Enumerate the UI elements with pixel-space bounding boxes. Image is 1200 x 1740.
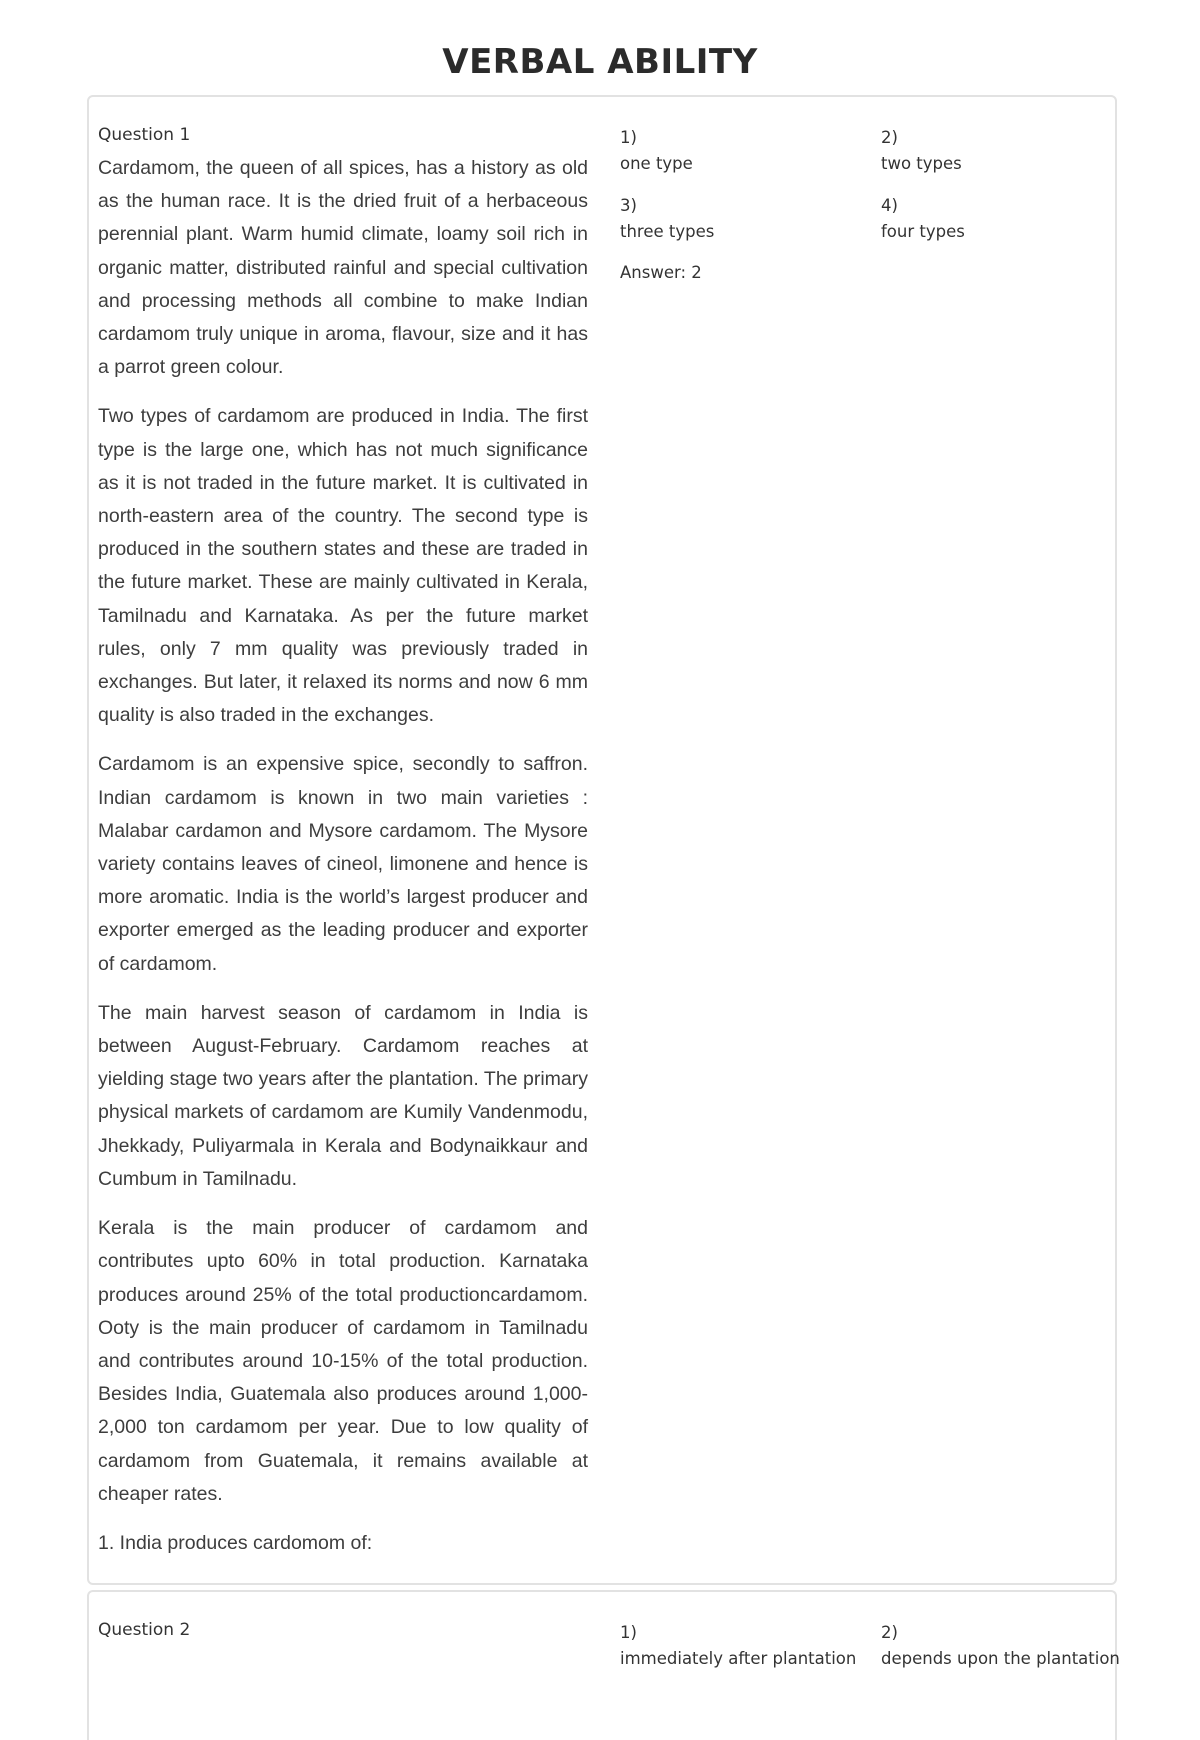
option-2 <box>881 125 962 177</box>
option-number: 2) <box>881 128 898 147</box>
option-4 <box>881 193 965 245</box>
passage-paragraph: The main harvest season of cardamom in India is between August-February. Cardamom reaches at yielding stage two years after the plantation. The primary physical markets of cardamom are Kumily Vandenmodu, Jhekkady, Puliyarmala in Kerala and Bodynaikkaur and Cumbum in Tamilnadu. <box>98 1001 588 1190</box>
option-number: 2) <box>881 1623 898 1642</box>
option-3 <box>620 193 714 245</box>
option-text: one type <box>620 154 693 173</box>
option-text: depends upon the plantation <box>881 1649 1120 1668</box>
option-1 <box>620 125 693 177</box>
question-text: 1. India produces cardomom of: <box>98 1531 373 1554</box>
option-number: 4) <box>881 196 898 215</box>
option-2 <box>881 1620 1120 1672</box>
option-number: 3) <box>620 196 637 215</box>
option-number: 1) <box>620 128 637 147</box>
passage <box>98 152 588 1576</box>
page-title: VERBAL ABILITY <box>442 42 758 82</box>
option-number: 1) <box>620 1623 637 1642</box>
option-text: two types <box>881 154 962 173</box>
question-label: Question 2 <box>98 1620 191 1640</box>
passage-paragraph: Two types of cardamom are produced in India. The first type is the large one, which has not much significance as it is not traded in the future market. It is cultivated in north-eastern area of the country. The second type is produced in the southern states and these are traded in the future market. These are mainly cultivated in Kerala, Tamilnadu and Karnataka. As per the future market rules, only 7 mm quality was previously traded in exchanges. But later, it relaxed its norms and now 6 mm quality is also traded in the exchanges. <box>98 405 588 727</box>
question-card <box>87 95 1117 1585</box>
passage-paragraph: Cardamom, the queen of all spices, has a history as old as the human race. It is the dried fruit of a herbaceous perennial plant. Warm humid climate, loamy soil rich in organic matter, distributed rainful and special cultivation and processing methods all combine to make Indian cardamom truly unique in aroma, flavour, size and it has a parrot green colour. <box>98 157 588 379</box>
answer: Answer: 2 <box>620 263 702 282</box>
option-text: immediately after plantation <box>620 1649 857 1668</box>
question-card <box>87 1590 1120 1740</box>
question-label: Question 1 <box>98 125 191 145</box>
option-1 <box>620 1620 856 1672</box>
option-text: three types <box>620 222 715 241</box>
passage-paragraph: Kerala is the main producer of cardamom and contributes upto 60% in total production. Karnataka produces around 25% of the total productioncardamom. Ooty is the main producer of cardamom in Tamilnadu and contributes around 10-15% of the total production. Besides India, Guatemala also produces around 1,000-2,000 ton cardamom per year. Due to low quality of cardamom from Guatemala, it remains available at cheaper rates. <box>98 1217 588 1505</box>
option-text: four types <box>881 222 965 241</box>
passage-paragraph: Cardamom is an expensive spice, secondly to saffron. Indian cardamom is known in two main varieties : Malabar cardamon and Mysore cardamom. The Mysore variety contains leaves of cineol, limonene and hence is more aromatic. India is the world’s largest producer and exporter emerged as the leading producer and exporter of cardamom. <box>98 753 588 975</box>
